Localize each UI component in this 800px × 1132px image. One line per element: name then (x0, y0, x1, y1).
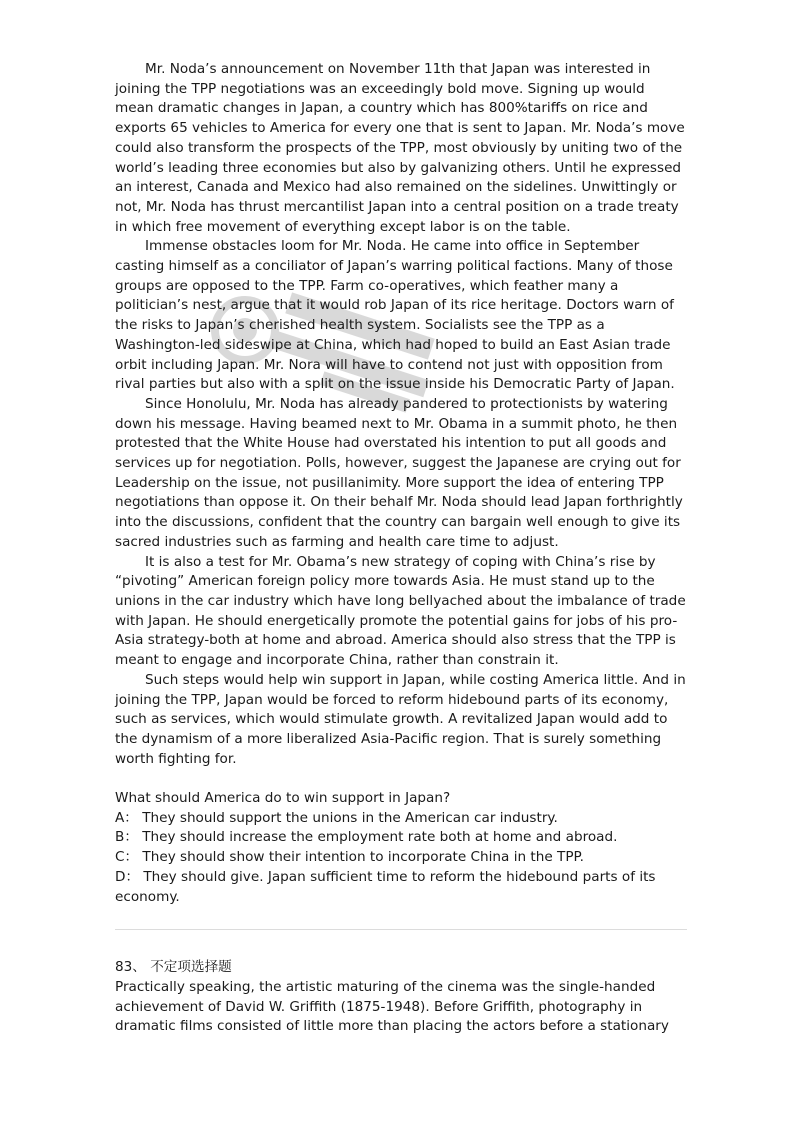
option-d[interactable]: D： They should give. Japan sufficient time to reform the hidebound parts of its economy. (115, 868, 656, 905)
question-text: What should America do to win support in Japan? (115, 790, 451, 806)
question-header: 83、 不定项选择题 (115, 959, 232, 976)
option-a[interactable]: A： They should support the unions in the American car industry. (115, 809, 558, 826)
document-page (115, 60, 687, 1037)
passage-paragraph-4: It is also a test for Mr. Obama’s new strategy of coping with China’s rise by “pivoting” American foreign policy more towards Asia. He must stand up to the unions in the car industry which have long bellyached about the imbalance of trade with Japan. He should energetically promote the potential gains for jobs of his pro-Asia strategy-both at home and abroad. America should also stress that the TPP is meant to engage and incorporate China, rather than constrain it. (115, 553, 686, 669)
passage-paragraph-2: Immense obstacles loom for Mr. Noda. He came into office in September casting himself as a conciliator of Japan’s warring political factions. Many of those groups are opposed to the TPP. Farm co-operatives, which feather many a politician’s nest, argue that it would rob Japan of its rice heritage. Doctors warn of the risks to Japan’s cherished health system. Socialists see the TPP as a Washington-led sideswipe at China, which had hoped to build an East Asian trade orbit including Japan. Mr. Nora will have to contend not just with opposition from rival parties but also with a split on the issue inside his Democratic Party of Japan. (115, 238, 675, 393)
option-c[interactable]: C： They should show their intention to incorporate China in the TPP. (115, 849, 584, 866)
next-question-text: Practically speaking, the artistic maturing of the cinema was the single-handed achievement of David W. Griffith (1875-1948). Before Griffith, photography in dramatic films consisted of little more than placing the actors before a stationary (115, 978, 669, 1035)
option-b[interactable]: B： They should increase the employment rate both at home and abroad. (115, 829, 618, 846)
passage-paragraph-1: Mr. Noda’s announcement on November 11th that Japan was interested in joining the TPP negotiations was an exceedingly bold move. Signing up would mean dramatic changes in Japan, a country which has 800%tariffs on rice and exports 65 vehicles to America for every one that is sent to Japan. Mr. Noda’s move could also transform the prospects of the TPP, most obviously by uniting two of the world’s leading three economies but also by galvanizing others. Until he expressed an interest, Canada and Mexico had also remained on the sidelines. Unwittingly or not, Mr. Noda has thrust mercantilist Japan into a central position on a trade treaty in which free movement of everything except labor is on the table. (115, 61, 685, 235)
passage-paragraph-3: Since Honolulu, Mr. Noda has already pandered to protectionists by watering down his message. Having beamed next to Mr. Obama in a summit photo, he then protested that the White House had overstated his intention to put all goods and services up for negotiation. Polls, however, suggest the Japanese are crying out for Leadership on the issue, not pusillanimity. More support the idea of entering TPP negotiations than oppose it. On their behalf Mr. Noda should lead Japan forthrightly into the discussions, confident that the country can bargain well enough to give its sacred industries such as farming and health care time to adjust. (115, 395, 683, 550)
section-divider (115, 929, 687, 930)
passage-paragraph-5: Such steps would help win support in Japan, while costing America little. And in joining the TPP, Japan would be forced to reform hidebound parts of its economy, such as services, which would stimulate growth. A revitalized Japan would add to the dynamism of a more liberalized Asia-Pacific region. That is surely something worth fighting for. (115, 671, 686, 767)
